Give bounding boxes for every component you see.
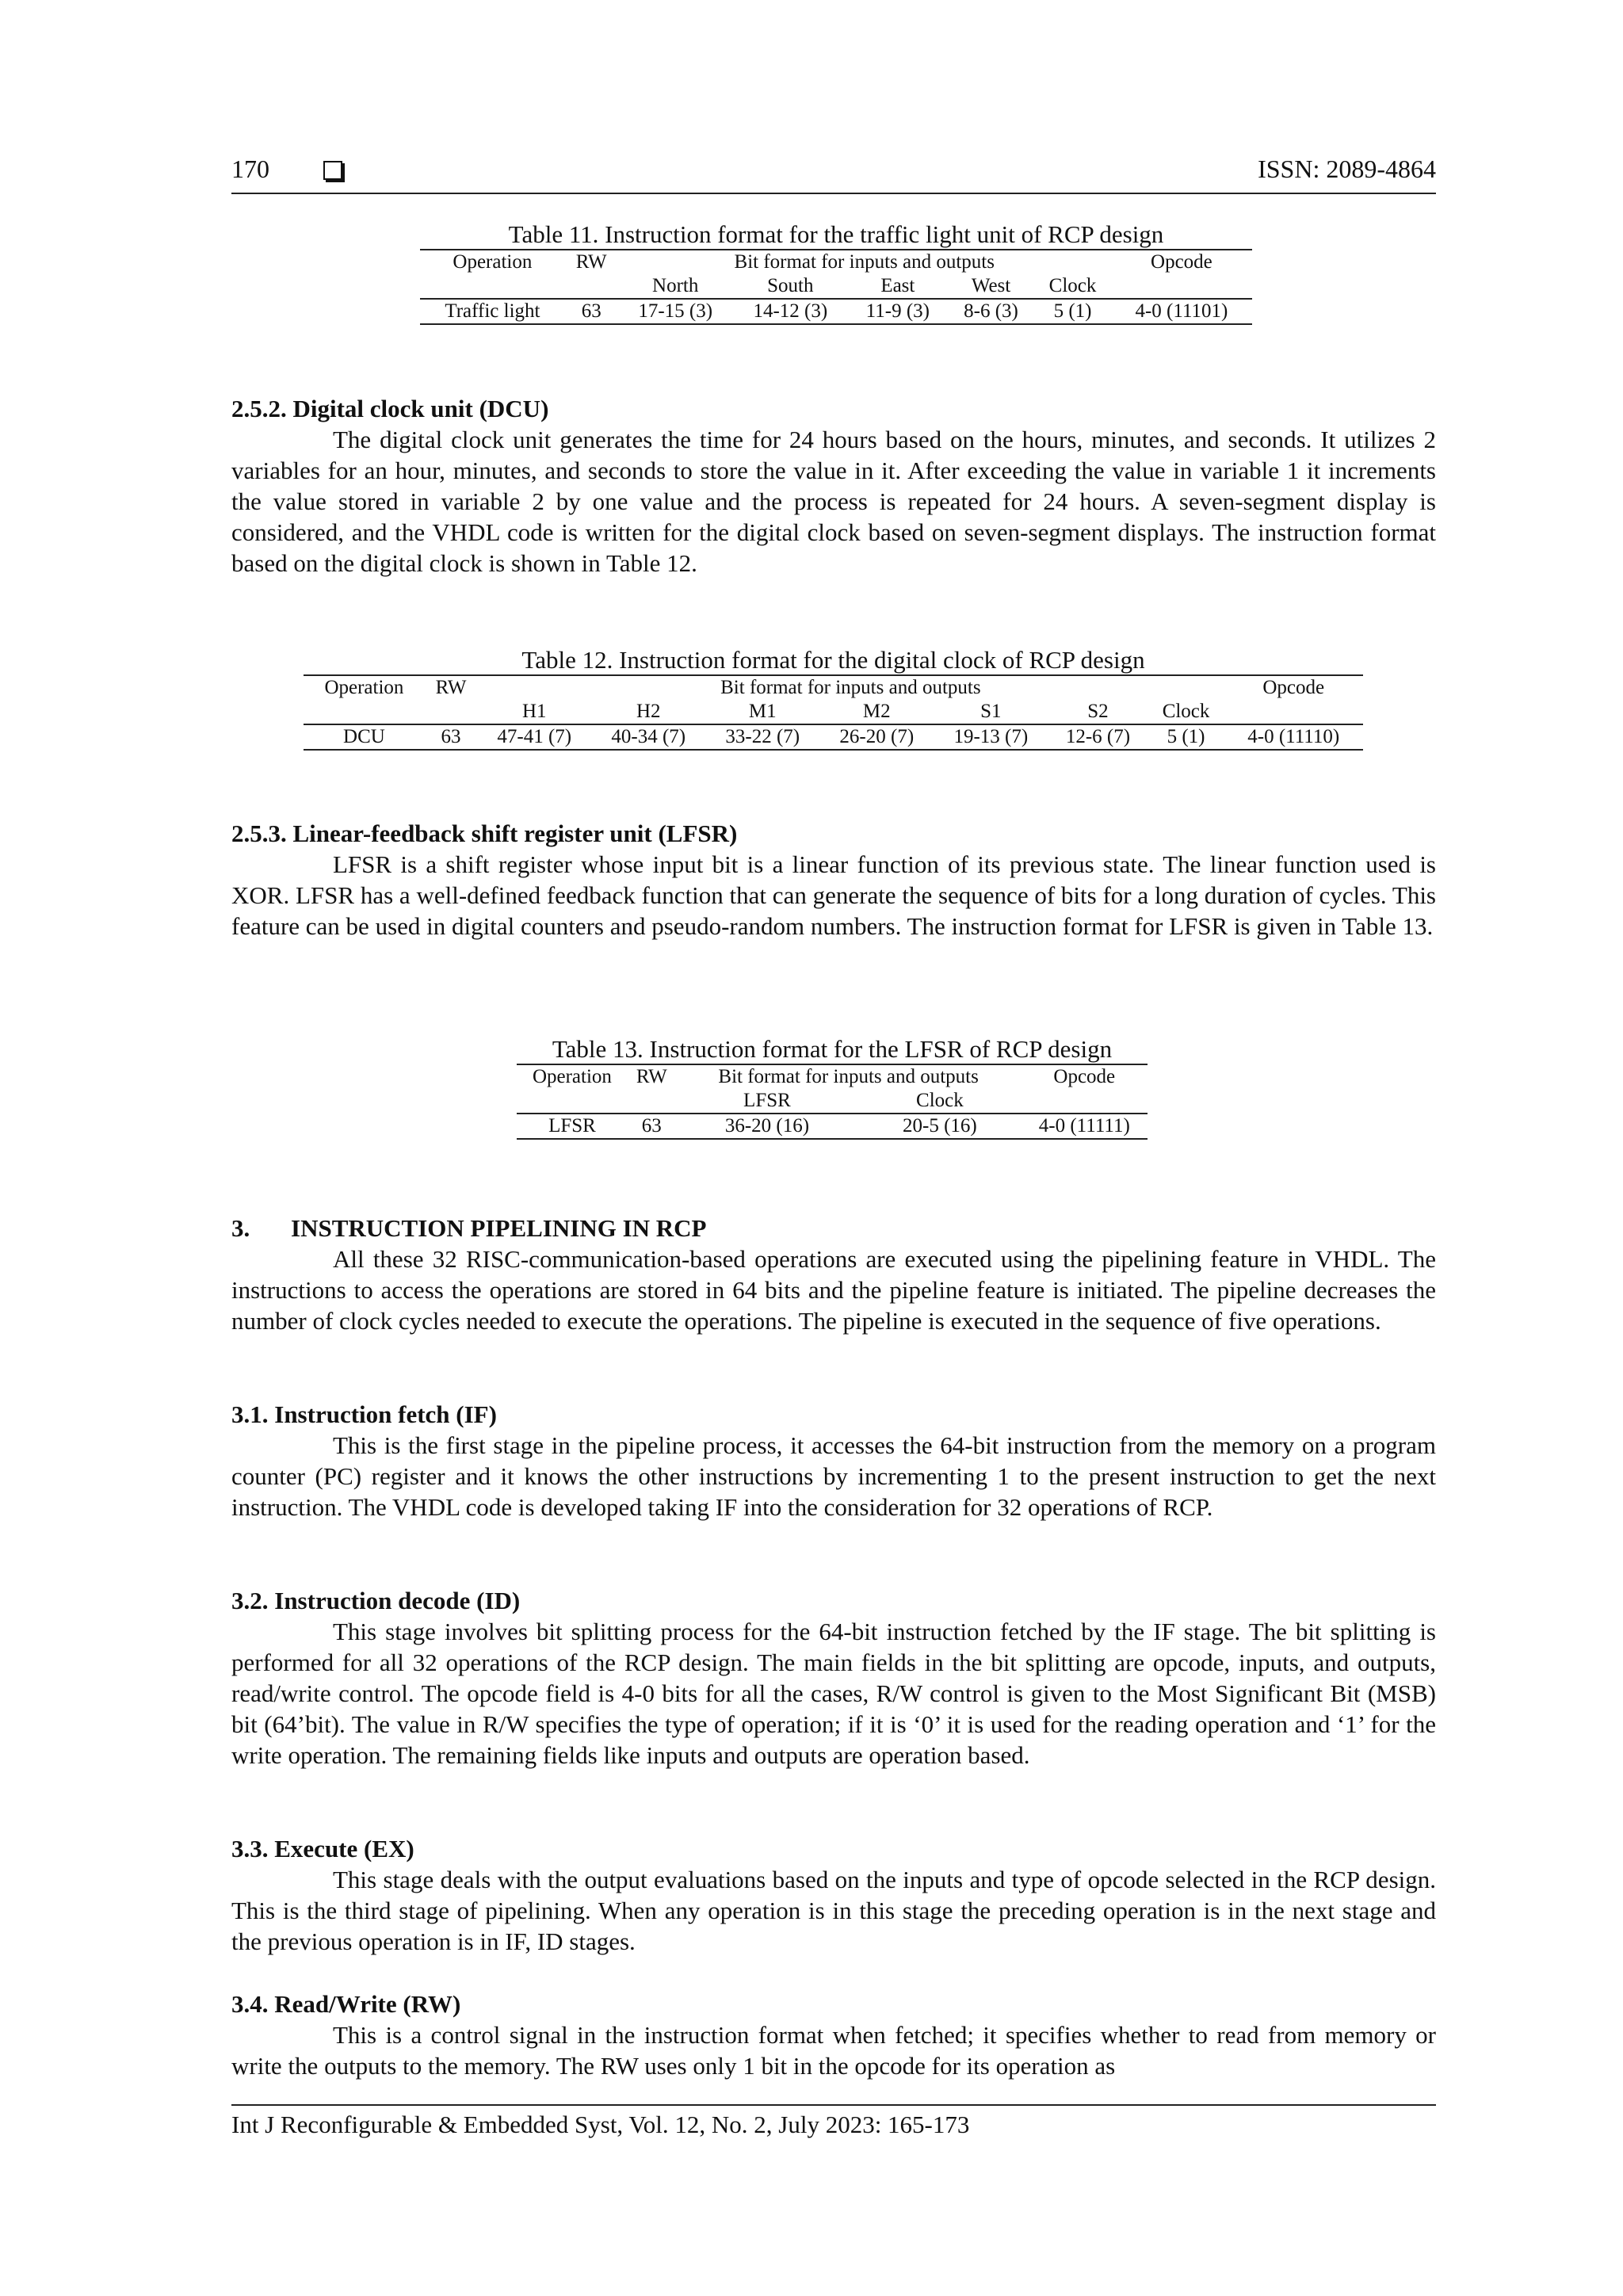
paragraph: This stage involves bit splitting process for the 64-bit instruction fetched by the IF stage. The bit splitting is performed for all 32 operations of the RCP design. The main fields in the bit splitting are opcode, inputs, and outputs, read/write control. The opcode field is 4-0 bits for all the cases, R/W control is given to the Most Significant Bit (MSB) bit (64’bit). The value in R/W specifies the type of operation; if it is ‘0’ it is used for the reading operation and ‘1’ for the write operation. The remaining fields like inputs and outputs are operation based. xyxy=(231,1618,1436,1769)
heading-number: 3.3. xyxy=(231,1835,269,1862)
subheader-cell: West xyxy=(971,275,1011,296)
table-cell: 4-0 (11110) xyxy=(1224,724,1363,750)
paragraph: This is the first stage in the pipeline process, it accesses the 64-bit instruction from the memory on a program counter (PC) register and it knows the other instructions by incrementing 1 to the present instruction to get the next instruction. The VHDL code is developed taking IF into the consideration for 32 operations of RCP. xyxy=(231,1431,1436,1521)
table-cell: 5 (1) xyxy=(1034,299,1111,324)
table-11-caption: Table 11. Instruction format for the traffic light unit of RCP design xyxy=(508,220,1164,248)
subheader-cell: H2 xyxy=(636,701,661,722)
table-header-row xyxy=(304,675,1363,700)
table-11-grid xyxy=(420,249,1252,325)
section-heading xyxy=(231,1213,1436,1244)
table-cell: 20-5 (16) xyxy=(858,1114,1021,1139)
header-bit-format: Bit format for inputs and outputs xyxy=(734,251,995,273)
subheader-cell: South xyxy=(767,275,814,296)
table-row xyxy=(517,1114,1148,1139)
section-3-3 xyxy=(231,1833,1436,1957)
section-heading xyxy=(231,393,1436,424)
subheader-cell: Clock xyxy=(1048,275,1097,296)
header-operation: Operation xyxy=(324,677,404,698)
paragraph: This stage deals with the output evaluations based on the inputs and type of opcode selected in the RCP design. This is the third stage of pipelining. When any operation is in this stage the preceding operation is in the next stage and the previous operation is in IF, ID stages. xyxy=(231,1866,1436,1955)
subheader-cell: Clock xyxy=(1162,701,1210,722)
table-cell: 33-22 (7) xyxy=(705,724,819,750)
section-heading xyxy=(231,1833,1436,1864)
table-cell: 14-12 (3) xyxy=(733,299,848,324)
header-bit-format: Bit format for inputs and outputs xyxy=(718,1066,979,1087)
paragraph: LFSR is a shift register whose input bit is a linear function of its previous state. The linear function used is XOR. LFSR has a well-defined feedback function that can generate the sequence of bits for a long duration of cycles. This feature can be used in digital counters and pseudo-random numbers. The instruction format for LFSR is given in Table 13. xyxy=(231,850,1436,940)
heading-number: 2.5.2. xyxy=(231,395,287,422)
header-operation: Operation xyxy=(532,1066,612,1087)
heading-text: Digital clock unit (DCU) xyxy=(292,395,549,422)
heading-number: 3. xyxy=(231,1214,250,1242)
heading-text: Instruction decode (ID) xyxy=(274,1587,521,1614)
subheader-cell: S2 xyxy=(1087,701,1109,722)
table-cell: 47-41 (7) xyxy=(477,724,591,750)
table-13-grid xyxy=(517,1064,1148,1140)
section-3 xyxy=(231,1213,1436,1336)
table-cell: 63 xyxy=(628,1114,676,1139)
heading-text: Execute (EX) xyxy=(274,1835,414,1862)
table-cell: 40-34 (7) xyxy=(591,724,705,750)
square-box-icon xyxy=(323,161,342,180)
section-heading xyxy=(231,1399,1436,1430)
table-row xyxy=(420,299,1252,324)
table-12-grid xyxy=(304,674,1363,751)
table-header-row xyxy=(517,1064,1148,1089)
subheader-cell: North xyxy=(652,275,699,296)
heading-text: Instruction fetch (IF) xyxy=(274,1400,497,1428)
header-rw: RW xyxy=(636,1066,667,1087)
table-cell: Traffic light xyxy=(420,299,565,324)
table-13-caption: Table 13. Instruction format for the LFSR of RCP design xyxy=(552,1035,1113,1063)
header-rw: RW xyxy=(435,677,467,698)
subheader-cell: M2 xyxy=(862,701,891,722)
subheader-cell: H1 xyxy=(521,701,547,722)
page-number: 170 xyxy=(231,155,269,183)
paragraph: This is a control signal in the instruction format when fetched; it specifies whether to read from memory or write the outputs to the memory. The RW uses only 1 bit in the opcode for its operation as xyxy=(231,2021,1436,2080)
table-cell: 8-6 (3) xyxy=(948,299,1034,324)
subheader-cell: East xyxy=(880,275,915,296)
table-cell: 4-0 (11101) xyxy=(1111,299,1252,324)
subheader-cell: S1 xyxy=(980,701,1002,722)
heading-number: 3.4. xyxy=(231,1990,269,2018)
table-11 xyxy=(420,220,1252,325)
header-rw: RW xyxy=(575,251,607,273)
table-subheader-row xyxy=(517,1089,1148,1114)
table-header-row xyxy=(420,250,1252,274)
table-row xyxy=(304,724,1363,750)
journal-citation: Int J Reconfigurable & Embedded Syst, Vol. 12, No. 2, July 2023: 165-173 xyxy=(231,2111,970,2138)
table-cell: 17-15 (3) xyxy=(618,299,733,324)
table-12 xyxy=(304,646,1363,751)
section-3-1 xyxy=(231,1399,1436,1522)
table-cell: 12-6 (7) xyxy=(1048,724,1148,750)
table-cell: 26-20 (7) xyxy=(819,724,934,750)
section-2-5-3 xyxy=(231,818,1436,942)
table-cell: LFSR xyxy=(517,1114,628,1139)
section-heading xyxy=(231,818,1436,849)
header-opcode: Opcode xyxy=(1262,677,1325,698)
section-heading xyxy=(231,1988,1436,2019)
subheader-cell: LFSR xyxy=(743,1090,791,1111)
page-footer xyxy=(231,2104,1436,2139)
table-12-caption: Table 12. Instruction format for the digital clock of RCP design xyxy=(521,646,1145,674)
heading-text: Read/Write (RW) xyxy=(274,1990,461,2018)
table-subheader-row xyxy=(304,700,1363,724)
issn: ISSN: 2089-4864 xyxy=(1258,155,1436,183)
table-13 xyxy=(517,1035,1148,1140)
header-bit-format: Bit format for inputs and outputs xyxy=(720,677,981,698)
subheader-cell: M1 xyxy=(748,701,777,722)
section-2-5-2 xyxy=(231,393,1436,579)
heading-number: 3.1. xyxy=(231,1400,269,1428)
page-header xyxy=(231,155,1436,194)
paragraph: The digital clock unit generates the time for 24 hours based on the hours, minutes, and seconds. It utilizes 2 variables for an hour, minutes, and seconds to store the value in it. After exceeding the value in variable 1 it increments the value stored in variable 2 by one value and the process is repeated for 24 hours. A seven-segment display is considered, and the VHDL code is written for the digital clock based on seven-segment displays. The instruction format based on the digital clock is shown in Table 12. xyxy=(231,426,1436,577)
section-3-4 xyxy=(231,1988,1436,2081)
heading-number: 2.5.3. xyxy=(231,819,287,847)
header-opcode: Opcode xyxy=(1053,1066,1116,1087)
table-cell: 5 (1) xyxy=(1148,724,1224,750)
table-cell: 63 xyxy=(425,724,477,750)
table-cell: 19-13 (7) xyxy=(934,724,1048,750)
paragraph: All these 32 RISC-communication-based operations are executed using the pipelining feature in VHDL. The instructions to access the operations are stored in 64 bits and the pipeline feature is initiated. The pipeline decreases the number of clock cycles needed to execute the operations. The pipeline is executed in the sequence of five operations. xyxy=(231,1245,1436,1335)
heading-number: 3.2. xyxy=(231,1587,269,1614)
section-heading xyxy=(231,1585,1436,1616)
table-cell: 11-9 (3) xyxy=(848,299,948,324)
table-cell: DCU xyxy=(304,724,425,750)
heading-text: INSTRUCTION PIPELINING IN RCP xyxy=(291,1214,707,1242)
table-cell: 63 xyxy=(565,299,618,324)
heading-text: Linear-feedback shift register unit (LFSR) xyxy=(292,819,738,847)
subheader-cell: Clock xyxy=(916,1090,964,1111)
header-opcode: Opcode xyxy=(1151,251,1212,273)
header-operation: Operation xyxy=(453,251,533,273)
table-cell: 36-20 (16) xyxy=(676,1114,859,1139)
table-subheader-row xyxy=(420,274,1252,299)
section-3-2 xyxy=(231,1585,1436,1771)
table-cell: 4-0 (11111) xyxy=(1022,1114,1148,1139)
